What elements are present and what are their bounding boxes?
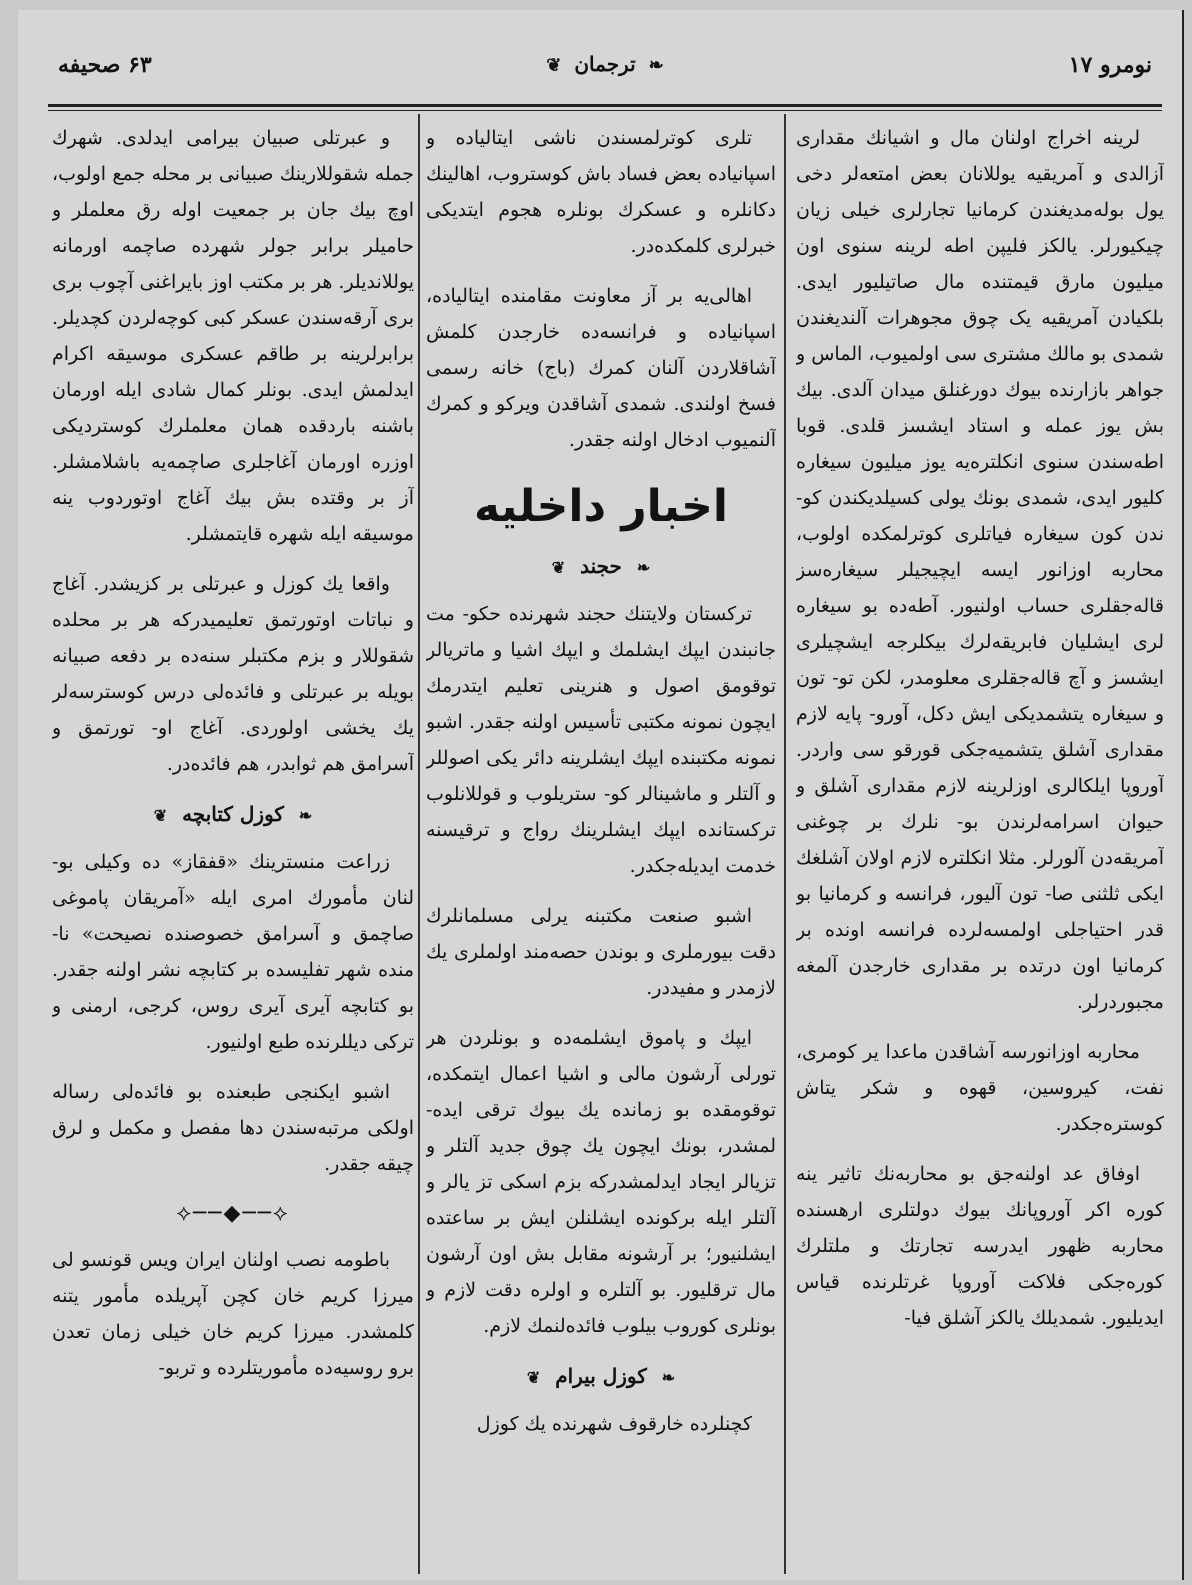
column-divider — [784, 114, 786, 1574]
paragraph: اوفاق عد اولنه‌جق بو محاربه‌نك تاثیر ینه کوره اکر آوروپانك بیوك دولتلری ارهسنده محاربه ظهور ایدرسه تجارتك و ملتلرك کوره‌جکی فلاکت آوروپا غرتلرنده قیاس ایدیلیور. شمدیلك یالکز آشلق فیا- — [796, 1163, 1164, 1329]
paragraph: و عبرتلی صبیان بیرامی ایدلدی. شهرك جمله شقوللارینك صبیانی بر محله جمع اولوب، اوچ بیك جان بر جمعیت اوله رق معلملر و حامیلر برابر جولر شهرده صاچمه اورمانه یوللاندیلر. هر بر مکتب اوز بایراغنی آچوب بری بری آرقه‌سندن عسکر کبی کوچه‌لردن کچدیلر. برابرلرینه بر طاقم عسکری موسیقه اکرام ایدلمش ایدی. بونلر کمال شادی ایله اورمان باشنه باردقده همان معلملرك کوستردیکی اوزره اورمان آغاجلری صاچمه‌یه باشلامشلر. آز بر وقتده بش بیك آغاج اوتوردوب ینه موسیقه ایله شهره قایتمشلر. — [52, 127, 414, 545]
masthead-title — [540, 52, 669, 76]
paragraph: باطومه نصب اولنان ایران ویس قونسو لی میرزا کریم خان کچن آپریلده مأمور یتنه کلمشدر. میرزا کریم خان خیلی زمان تعدن برو روسیه‌ده مأموریتلرده و تربو- — [52, 1249, 414, 1379]
subsection-title — [426, 548, 776, 586]
subsection-title — [426, 1358, 776, 1396]
paragraph: اشبو ایکنجی طبعنده بو فائده‌لی رساله اولکی مرتبه‌سندن دها مفصل و مکمل و لرق چیقه جقدر. — [52, 1081, 414, 1175]
paragraph: تلری کوترلمسندن ناشی ایتالیاده و اسپانیاده بعض فساد باش کوستروب، اهالینك دکانلره و عسکرك بونلره هجوم ایتدیکی خبرلری کلمکده‌در. — [426, 127, 776, 257]
ornament-icon: ❧ — [648, 55, 664, 76]
section-title: اخبار داخلیه — [474, 481, 728, 532]
ornament-icon: ❧ — [636, 558, 651, 577]
column-right — [796, 120, 1164, 1575]
ornament-icon: ❧ — [298, 806, 313, 825]
ornament-icon: ❧ — [661, 1368, 676, 1387]
paragraph: ایپك و پاموق ایشلمه‌ده و بونلردن هر تورلی آرشون مالی و اشیا اعمال ایتمکده، توقومقده بو زمانده یك بیوك ترقی ایده- لمشدر، بونك ایچون یك چوق جدید آلتلر و تزیالر ایجاد ایدلمشدرکه بزم اسکی تز یالر و آلتلر ایله برکونده ایشلنلن ایش بر ساعتده ایشلنیور؛ بر آرشونه مقابل بش اون آرشون مال ترقلیور. بو آلتلره و اولره دقت لازم و بونلری کوروب بیلوب فائده‌لنمك لازم. — [426, 1027, 776, 1337]
column-left — [52, 120, 414, 1575]
paragraph: اشبو صنعت مکتبنه یرلی مسلمانلرك دقت بیورملری و بوندن حصه‌مند اولملری یك لازمدر و مفیددر. — [426, 905, 776, 999]
paper-name: ترجمان — [574, 52, 636, 76]
section-divider: ⟡──◆──⟡ — [176, 1201, 290, 1226]
ornament-icon: ❦ — [153, 806, 168, 825]
ornament-icon: ❦ — [551, 558, 566, 577]
subsection-label: حجند — [580, 554, 622, 578]
subsection-label: کوزل کتابچه — [182, 802, 284, 826]
page-number: ۶۳ صحیفه — [58, 52, 152, 78]
ornament-icon: ❦ — [526, 1368, 541, 1387]
paragraph: اهالی‌یه بر آز معاونت مقامنده ایتالیاده، اسپانیاده و فرانسه‌ده خارجدن کلمش آشاقلاردن آلنان کمرك (باج) خانه رسمی فسخ اولندی. شمدی آشاقدن ویرکو و کمرك آلنمیوب ادخال اولنه جقدر. — [426, 285, 776, 451]
column-divider — [418, 114, 420, 1574]
subsection-title — [52, 796, 414, 834]
paragraph: ترکستان ولایتنك حجند شهرنده حکو- مت جانبندن ایپك ایشلمك و ایپك اشیا و ماتریالر توقومق اصول و هنرینی تعلیم ایتدرمك ایچون نمونه مکتبی تأسیس اولنه جقدر. اشبو نمونه مکتبنده ایپك ایشلرینه دائر یکی اصوللر و آلتلر و ماشینالر کو- ستریلوب و قوللانلوب ترکستانده ایپك ایشلرینك رواج و ترقیسنه خدمت ایدیله‌جکدر. — [426, 603, 776, 877]
page-header — [48, 46, 1162, 102]
paragraph: کچنلرده خارقوف شهرنده یك کوزل — [476, 1413, 752, 1435]
paragraph: محاربه اوزانورسه آشاقدن ماعدا یر کومری، نفت، کیروسین، قهوه و شکر یتاش کوستره‌جکدر. — [796, 1041, 1164, 1135]
subsection-label: کوزل بیرام — [555, 1364, 647, 1388]
column-middle — [426, 120, 776, 1575]
issue-number: نومرو ۱۷ — [1068, 52, 1152, 78]
paragraph: لرینه اخراج اولنان مال و اشیانك مقداری آزالدی و آمریقیه یوللانان بعض امتعه‌لر دخی یول بوله‌مدیغندن کرمانیا تجارلری خیلی زیان چیکیورلر. یالکز فلیپن اطه لرینه سنوی اون میلیون مارق قیمتنده مال صاتیلیور ایدی. بلکیادن آمریقیه یک چوق مجوهرات آلندیغندن شمدی بو مالك مشتری سی اولمیوب، الماس و جواهر بازارنده بیوك دورغنلق میدان آلدی. بیك بش یوز عمله و استاد ایشسز قلدی. قوبا اطه‌سندن سنوی انکلتره‌یه یوز میلیون سیغاره کلیور ایدی، شمدی بونك یولی کسیلدیکندن کو- ندن کون سیغاره فیاتلری کوترلمکده اولوب، محاربه اوزانور ایسه ایچیجیلر سیغاره‌سز قاله‌جقلری حساب اولنیور. آطه‌ده بو سیغاره لری ایشلیان فابریقه‌لرك بیکلرجه ایشچیلری ایشسز و آچ قاله‌جقلری معلومدر، لکن تو- تون و سیغاره یتشمدیکی ایش دکل، آورو- پایه لازم مقداری آشلق یتشمیه‌جکی قورقو سی واردر. آوروپا ایلکالری اوزلرینه لازم مقداری آشلق و حیوان اسرامه‌لرندن بو- نلرك بر چوغنی آمریقه‌دن آلورلر. مثلا انکلتره لازم اولان آشلغك ایکی ثلثنی صا- تون آلیور، فرانسه و کرمانیا بو قدر احتیاجلی اولمسه‌لرده فرانسه اونده بر کرمانیا اون درتده بر مقداری خارجدن آلمغه مجبوردرلر. — [796, 127, 1164, 1013]
paragraph: واقعا یك کوزل و عبرتلی بر کزیشدر. آغاج و نباتات اوتورتمق تعلیمیدرکه هر بر محلده شقوللار و بزم مکتبلر سنه‌ده بر دفعه صبیانه بویله بر عبرتلی و فائده‌لی درس کوسترسه‌لر یك یخشی اولوردی. آغاج او- تورتمق و آسرامق هم ثوابدر، هم فائده‌در. — [52, 573, 414, 775]
ornament-icon: ❦ — [546, 55, 562, 76]
header-rule — [48, 104, 1162, 111]
paragraph: زراعت منسترینك «قفقاز» ده وکیلی بو- لنان مأمورك امری ایله «آمریقان پاموغی صاچمق و آسرامق خصوصنده نصیحت» نا- منده شهر تفلیسده بر کتابچه نشر اولنه جقدر. بو کتابچه آیری آیری روس، کرجی، ارمنی و ترکی دیللرنده طبع اولنیور. — [52, 851, 414, 1053]
newspaper-page — [18, 10, 1184, 1580]
